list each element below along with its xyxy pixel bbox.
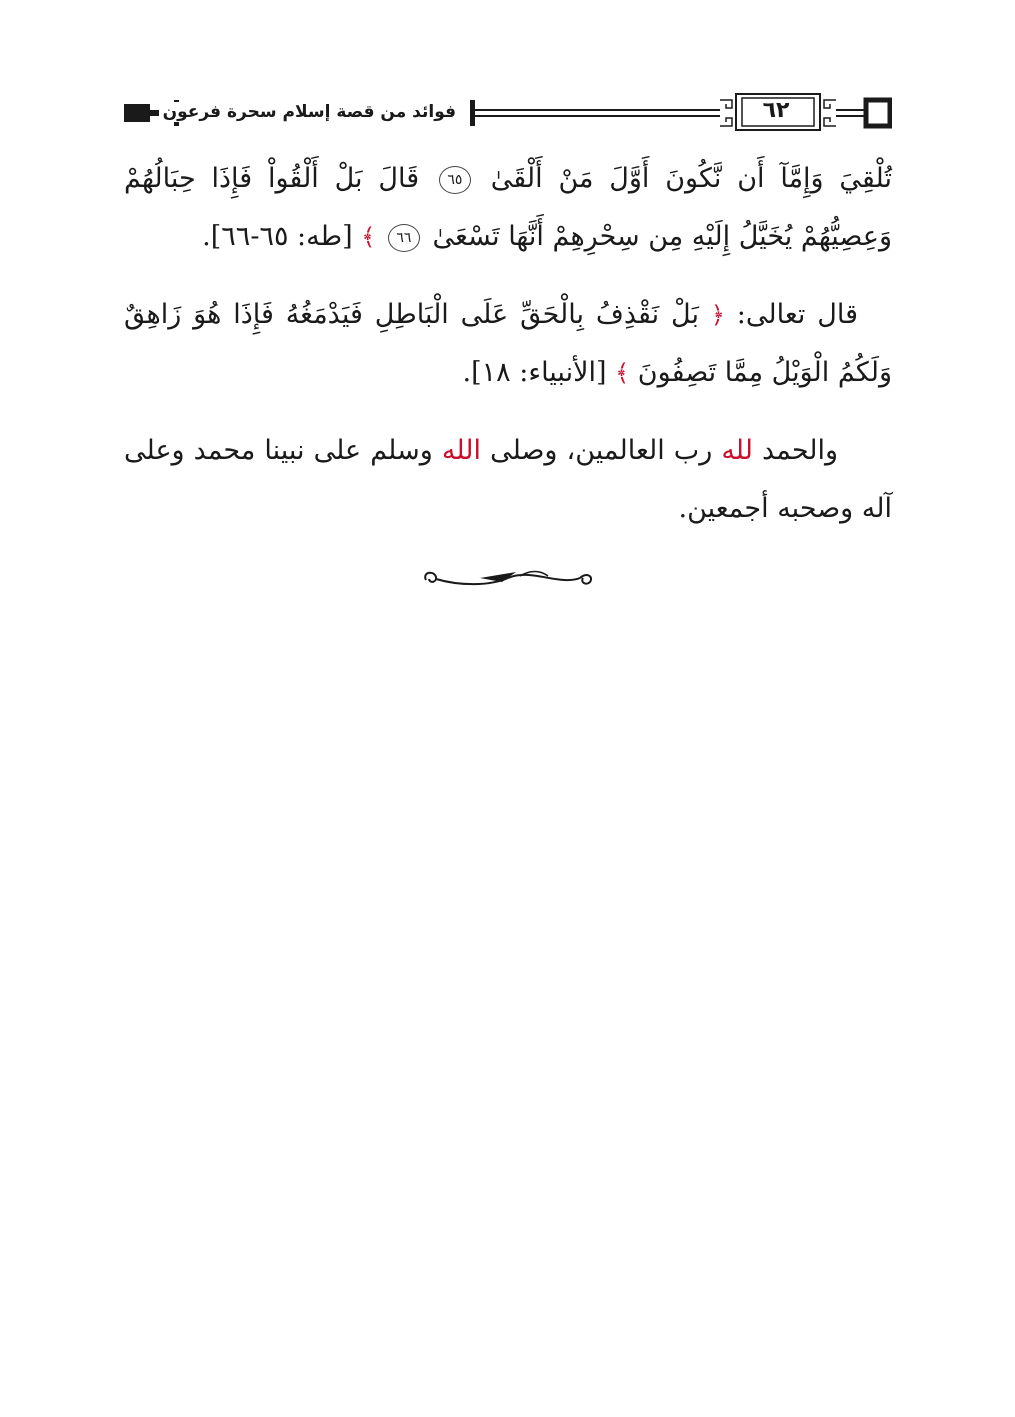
quran-verse-block-2	[124, 286, 892, 402]
closing-text: وسلم على نبينا محمد وعلى آله وصحبه أجمعين.	[124, 435, 892, 524]
verse-intro: قال تعالى:	[736, 299, 858, 330]
verse-reference: [طه: ٦٥-٦٦].	[202, 221, 353, 252]
closing-text: والحمد	[762, 435, 839, 466]
closing-paragraph	[124, 422, 892, 538]
quran-close-bracket: ﴾	[361, 223, 376, 251]
verse-reference: [الأنبياء: ١٨].	[462, 357, 607, 388]
running-title: فوائد من قصة إسلام سحرة فرعون	[159, 102, 460, 122]
ayah-number-marker: ٦٦	[388, 224, 420, 252]
verse-text: تُلْقِيَ وَإِمَّآ أَن نَّكُونَ أَوَّلَ مَنْ أَلْقَىٰ	[490, 163, 892, 194]
quran-close-bracket: ﴾	[615, 359, 630, 387]
ayah-number-marker: ٦٥	[439, 166, 471, 194]
closing-text: رب العالمين، وصلى	[490, 435, 713, 466]
verse-text: بَلْ نَقْذِفُ بِالْحَقِّ عَلَى الْبَاطِلِ فَيَدْمَغُهُ فَإِذَا هُوَ زَاهِقٌ وَلَكُمُ الْوَيْلُ مِمَّا تَصِفُونَ	[124, 299, 892, 388]
page-number: ٦٢	[762, 98, 790, 123]
quran-verse-block-1	[124, 150, 892, 266]
divine-name: الله	[441, 435, 481, 466]
closing-ornament	[420, 564, 596, 594]
divine-name: لله	[721, 435, 753, 466]
verse-text: يُخَيَّلُ إِلَيْهِ مِن سِحْرِهِمْ أَنَّهَا تَسْعَىٰ	[432, 221, 793, 252]
verse-text: قَالَ بَلْ أَلْقُواْ فَإِذَا حِبَالُهُمْ وَعِصِيُّهُمْ	[124, 163, 892, 252]
page-header	[124, 92, 892, 138]
quran-open-bracket: ﴿	[710, 301, 725, 329]
